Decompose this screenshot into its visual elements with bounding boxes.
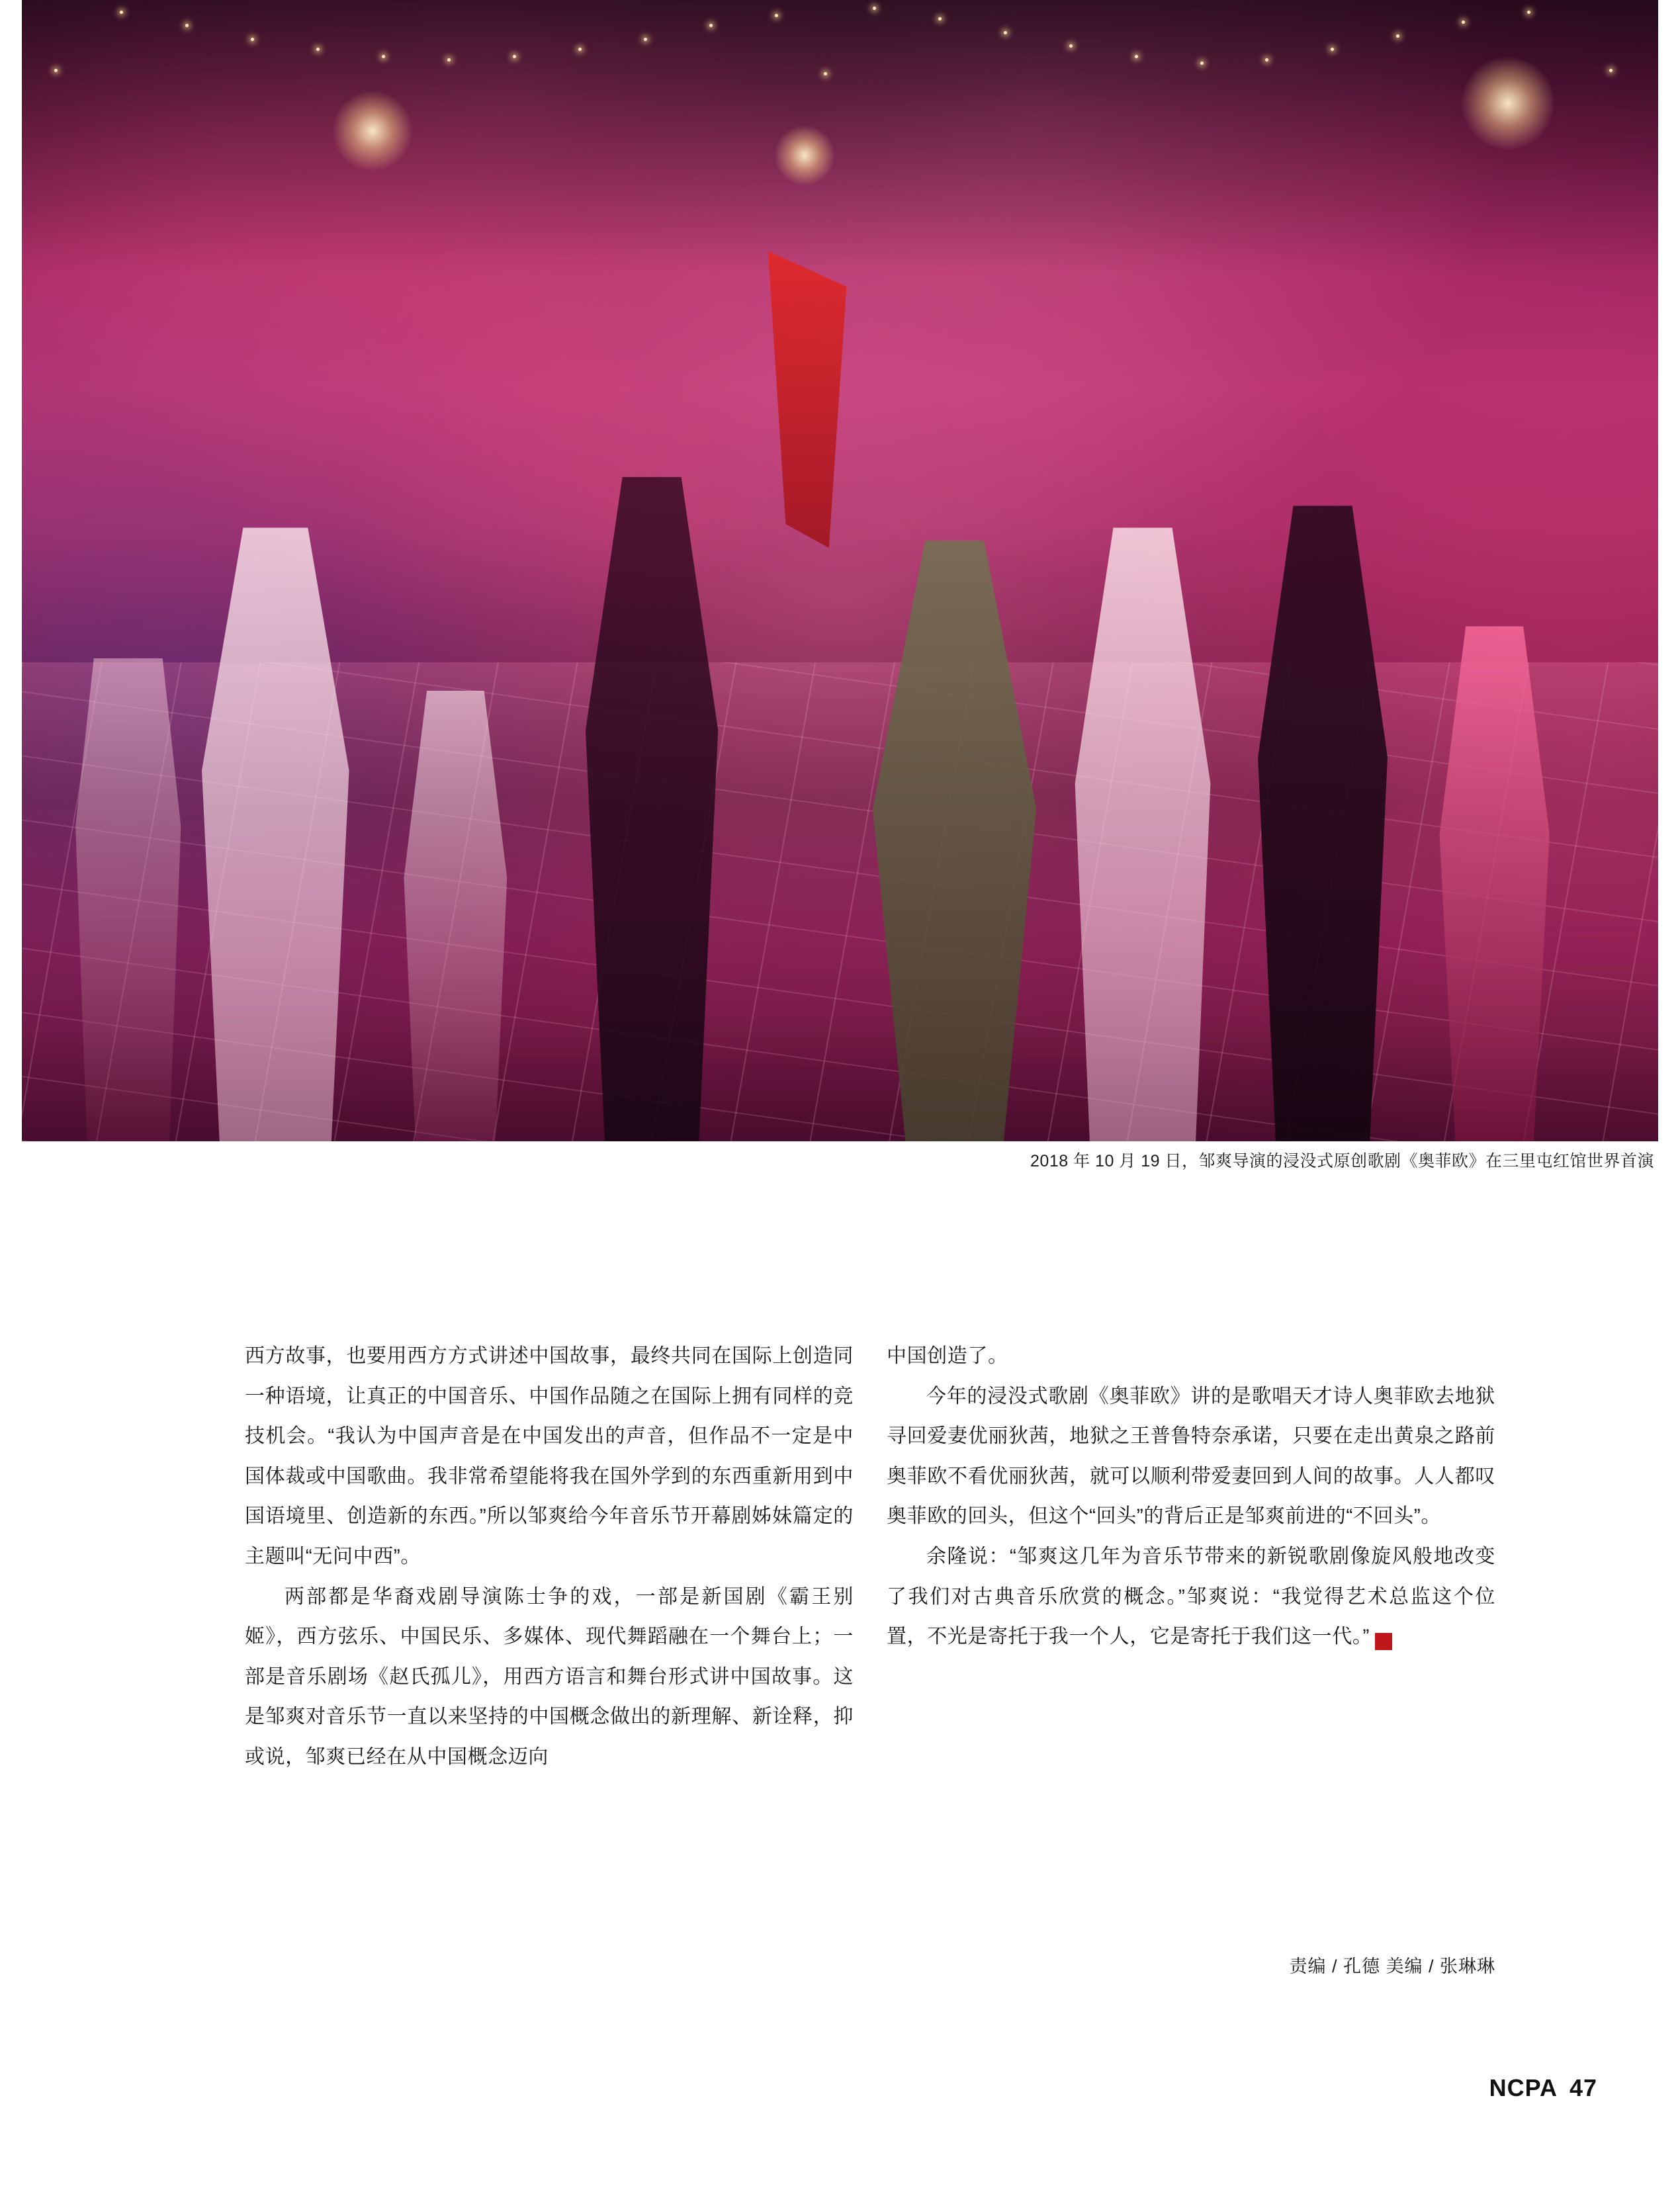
performer-6	[873, 502, 1036, 1141]
spotlight-right	[1462, 57, 1554, 150]
performer-8	[1249, 480, 1397, 1142]
spotlight-left	[333, 91, 412, 171]
stage-photograph	[22, 0, 1658, 1141]
paragraph: 中国创造了。	[887, 1345, 1008, 1367]
page-folio	[1489, 2074, 1597, 2102]
performer-5-red-fabric	[758, 251, 856, 548]
body-text-left-column	[245, 1336, 854, 1778]
editor-credits: 责编 / 孔德 美编 / 张琳琳	[1289, 1956, 1495, 1976]
spotlight-center	[775, 126, 834, 185]
photo-background	[22, 0, 1658, 1141]
body-text-right-column	[887, 1336, 1495, 1657]
paragraph-final	[887, 1537, 1495, 1657]
page-number: 47	[1569, 2074, 1597, 2101]
performer-2	[202, 502, 349, 1141]
performer-4	[578, 457, 726, 1141]
paragraph: 两部都是华裔戏剧导演陈士争的戏，一部是新国剧《霸王别姬》，西方弦乐、中国民乐、多媒体、现代舞蹈融在一个舞台上；一部是音乐剧场《赵氏孤儿》，用西方语言和舞台形式讲中国故事。这是邹爽对音乐节一直以来坚持的中国概念做出的新理解、新诠释，抑或说，邹爽已经在从中国概念迈向	[245, 1585, 854, 1768]
publication-name: NCPA	[1489, 2074, 1558, 2101]
article-end-mark: NC	[1375, 1633, 1392, 1650]
paragraph-text: 余隆说：“邹爽这几年为音乐节带来的新锐歌剧像旋风般地改变了我们对古典音乐欣赏的概念。”邹爽说：“我觉得艺术总监这个位置，不光是寄托于我一个人，它是寄托于我们这一代。”	[887, 1545, 1495, 1648]
paragraph: 西方故事，也要用西方方式讲述中国故事，最终共同在国际上创造同一种语境，让真正的中国音乐、中国作品随之在国际上拥有同样的竞技机会。“我认为中国声音是在中国发出的声音，但作品不一定是中国体裁或中国歌曲。我非常希望能将我在国外学到的东西重新用到中国语境里、创造新的东西。”所以邹爽给今年音乐节开幕剧姊妹篇定的主题叫“无问中西”。	[245, 1345, 854, 1567]
paragraph: 今年的浸没式歌剧《奥菲欧》讲的是歌唱天才诗人奥菲欧去地狱寻回爱妻优丽狄茜，地狱之王普鲁特奈承诺，只要在走出黄泉之路前奥菲欧不看优丽狄茜，就可以顺利带爱妻回到人间的故事。人人都叹奥菲欧的回头，但这个“回头”的背后正是邹爽前进的“不回头”。	[887, 1385, 1495, 1528]
photo-caption: 2018 年 10 月 19 日，邹爽导演的浸没式原创歌剧《奥菲欧》在三里屯红馆世界首演	[1030, 1152, 1654, 1170]
performer-7	[1069, 502, 1217, 1141]
